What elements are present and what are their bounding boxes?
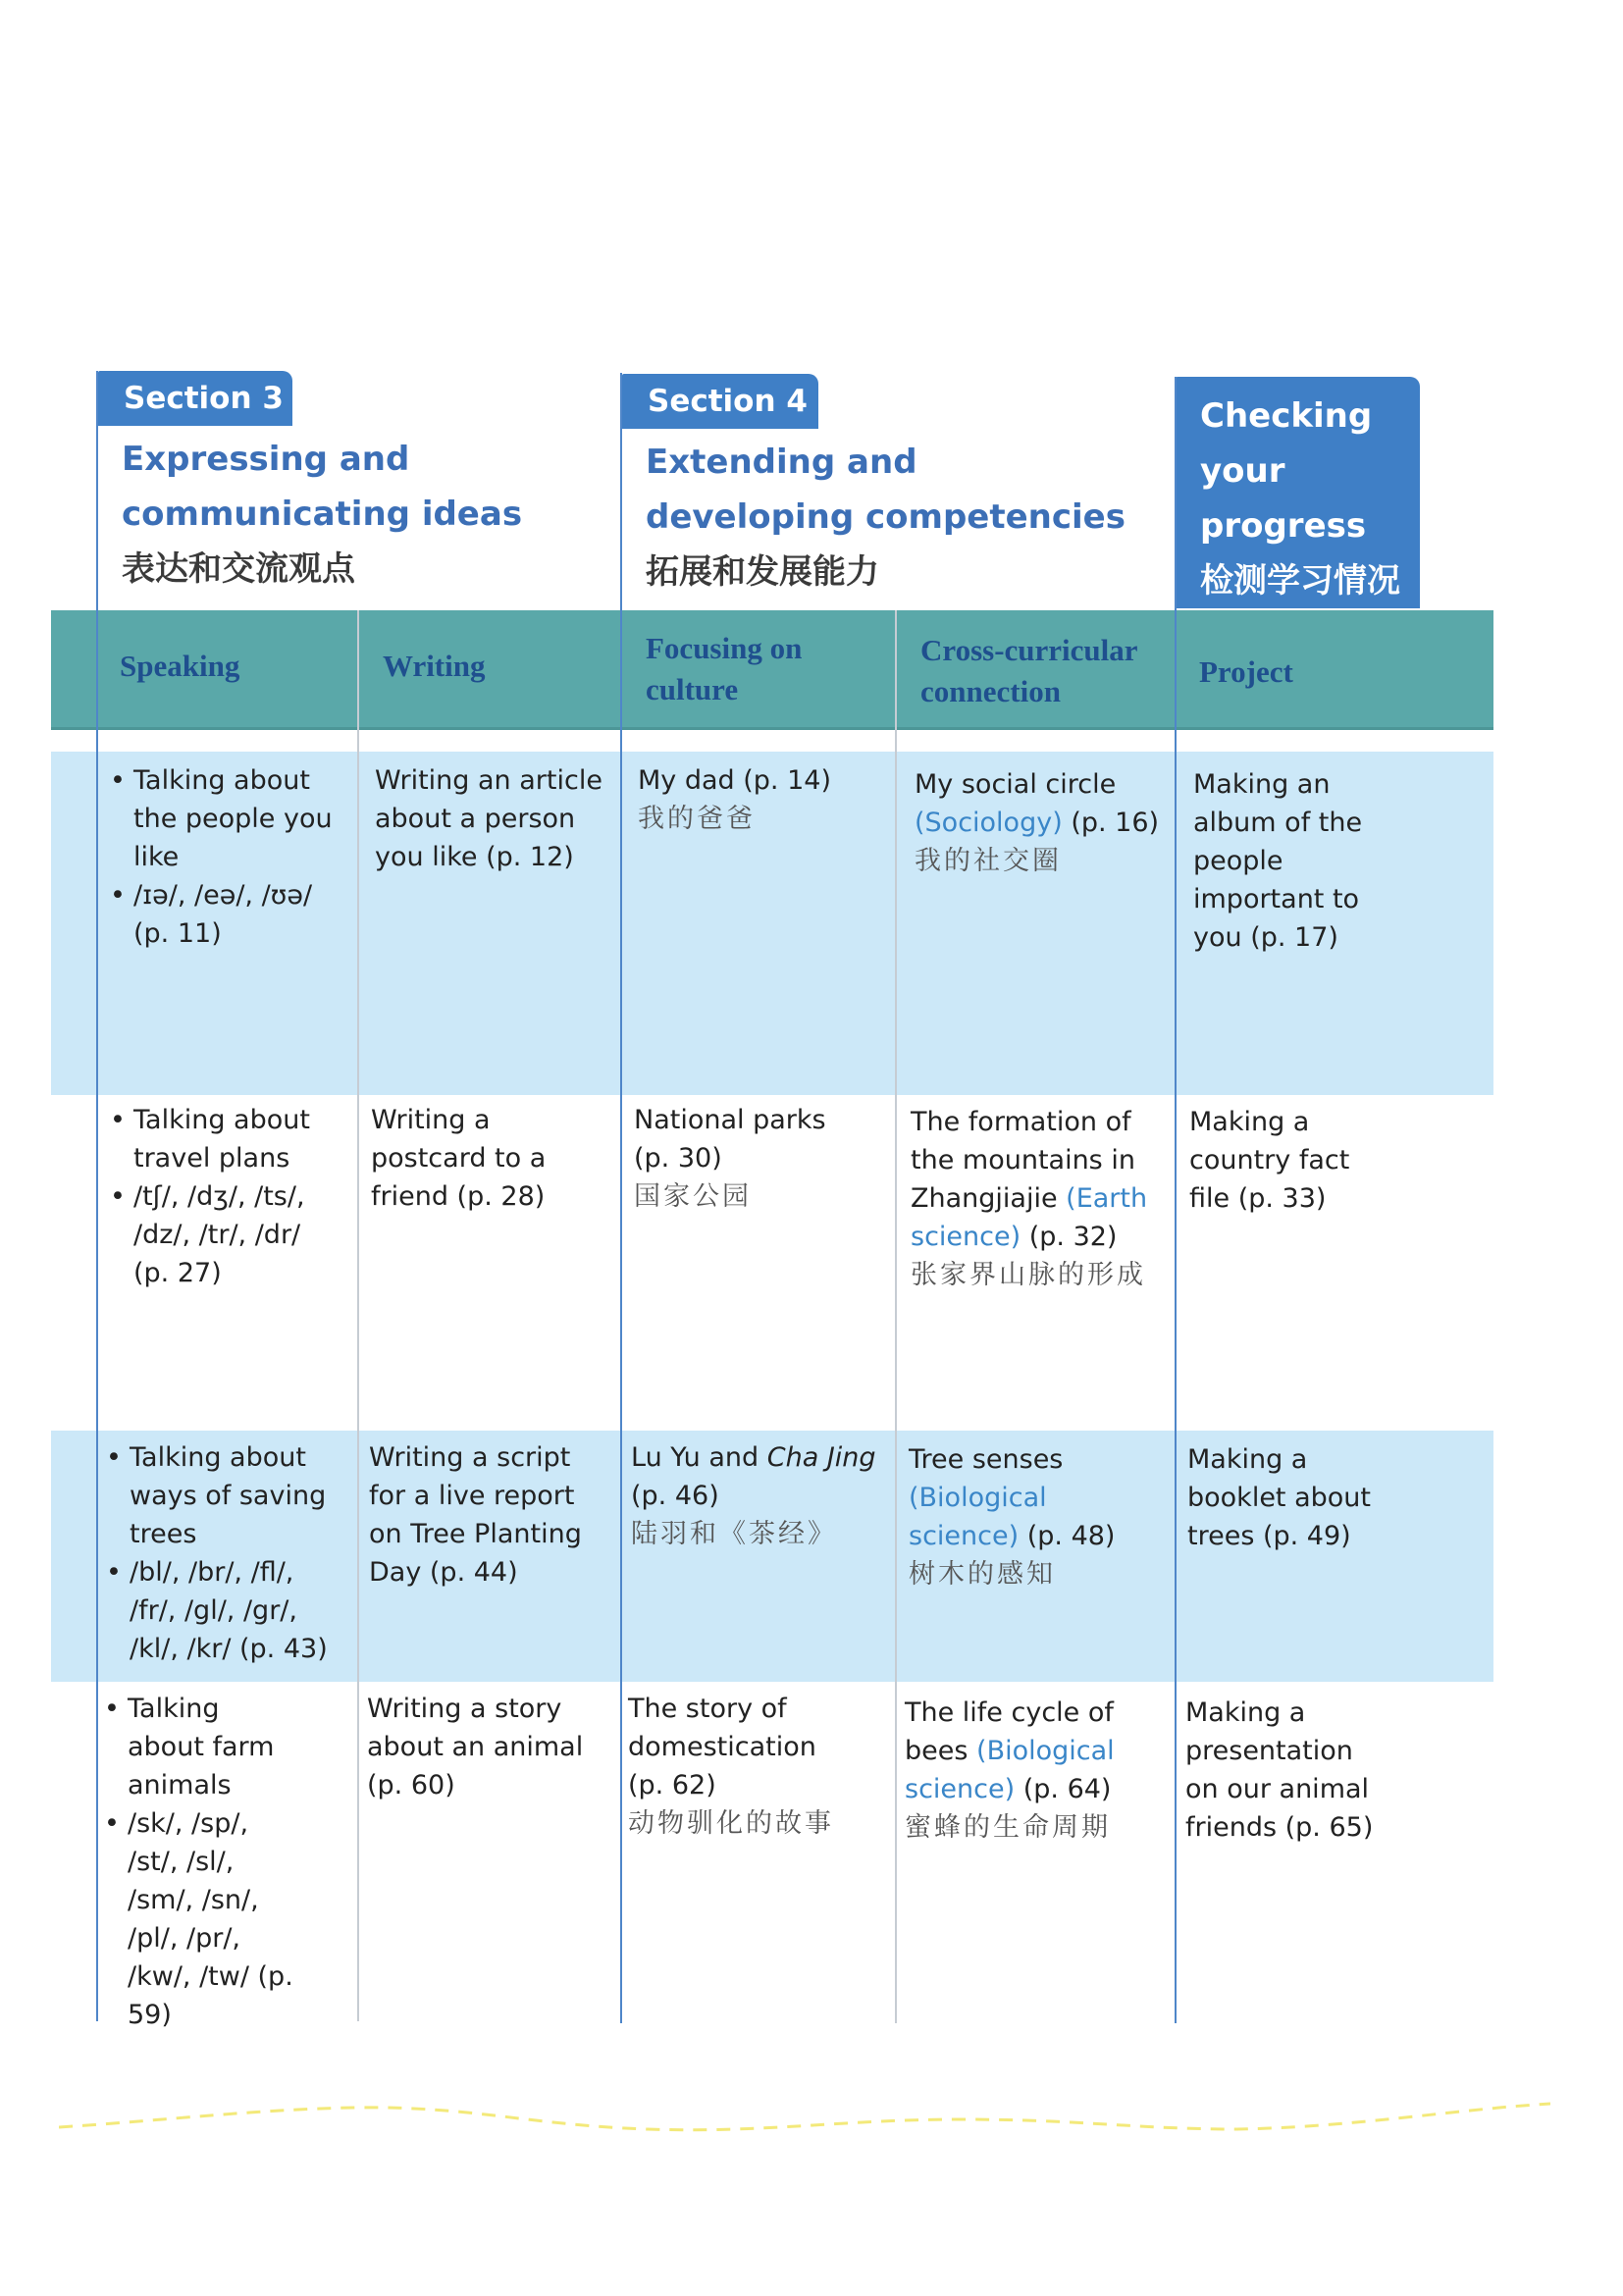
r3-culture-text-post: (p. 46) (631, 1481, 719, 1511)
r3-cross-pre: Tree senses (909, 1444, 1064, 1475)
col-head-cross-line1: Cross-curricular (920, 633, 1138, 667)
r4-speaking (104, 1690, 300, 2034)
r1-culture (638, 761, 889, 838)
section-3-tab (98, 371, 292, 426)
divider-3 (895, 610, 897, 2023)
r3-cross-post: (p. 48) (1026, 1521, 1116, 1551)
r4-culture-cn: 动物驯化的故事 (628, 1808, 834, 1839)
col-head-writing: Writing (383, 649, 486, 683)
r2-cross-cn: 张家界山脉的形成 (911, 1260, 1146, 1290)
r2-project: Making a country fact file (p. 33) (1189, 1107, 1350, 1214)
progress-cn: 检测学习情况 (1200, 561, 1400, 600)
r3-speaking (106, 1438, 338, 1668)
section-4-title (646, 435, 1176, 600)
r1-cross-pre: My social circle (915, 769, 1117, 800)
col-head-project: Project (1199, 654, 1293, 689)
section-3-title (122, 432, 593, 597)
divider-4 (1175, 377, 1177, 2023)
r1-culture-cn: 我的爸爸 (638, 804, 756, 834)
list-item: • /bl/, /br/, /fl/, /fr/, /gl/, /gr/, /kl/, /kr/ (p. 43) (106, 1553, 338, 1668)
list-item: • Talking about ways of saving trees (106, 1438, 338, 1553)
list-item: • /tʃ/, /dʒ/, /ts/, /dz/, /tr/, /dr/ (p. 27) (110, 1177, 330, 1292)
r2-cross-post: (p. 32) (1028, 1222, 1118, 1252)
col-head-focusing-line1: Focusing on (646, 631, 803, 665)
r1-project: Making an album of the people important to you (p. 17) (1193, 769, 1363, 953)
r2-cross (911, 1103, 1152, 1294)
list-item: • Talking about the people you like (110, 761, 353, 876)
col-head-focusing (646, 628, 802, 710)
col-head-speaking: Speaking (120, 649, 240, 683)
r4-culture-text: The story of domestication (p. 62) (628, 1694, 816, 1800)
r4-cross-subject: (Biological science) (905, 1736, 1115, 1804)
r1-cross-cn: 我的社交圈 (915, 846, 1062, 876)
divider-2 (620, 373, 622, 2023)
list-item: • Talking about farm animals (104, 1690, 300, 1804)
r4-cross-cn: 蜜蜂的生命周期 (905, 1812, 1111, 1843)
r2-cross-pre: The formation of the mountains in Zhangjiajie (911, 1107, 1135, 1214)
r2-culture-text: National parks (p. 30) (634, 1105, 826, 1174)
r4-writing: Writing a story about an animal (p. 60) (367, 1694, 584, 1800)
col-head-cross-line2: connection (920, 674, 1061, 708)
col-head-cross (920, 630, 1138, 712)
divider-1 (357, 610, 359, 2021)
section-4-title-line1: Extending and (646, 443, 917, 482)
r3-cross-subject: (Biological science) (909, 1483, 1047, 1551)
r1-cross (915, 765, 1168, 880)
section-3-title-line1: Expressing and (122, 440, 410, 479)
divider-left (96, 371, 98, 2021)
list-item: • /ɪə/, /eə/, /ʊə/ (p. 11) (110, 876, 353, 953)
r3-project: Making a booklet about trees (p. 49) (1187, 1444, 1371, 1551)
r3-culture-cn: 陆羽和《茶经》 (631, 1519, 837, 1549)
col-head-focusing-line2: culture (646, 672, 739, 706)
r4-cross (905, 1694, 1170, 1847)
list-item: • /sk/, /sp/, /st/, /sl/, /sm/, /sn/, /pl/, /pr/, /kw/, /tw/ (p. 59) (104, 1804, 300, 2034)
r1-writing: Writing an article about a person you like (p. 12) (375, 765, 602, 872)
progress-line2: your (1200, 451, 1285, 491)
r1-speaking (110, 761, 353, 953)
decorative-wave-line (59, 2090, 1550, 2149)
section-3-title-cn: 表达和交流观点 (122, 549, 355, 589)
r4-cross-pre: The life cycle of bees (905, 1697, 1114, 1766)
r2-writing: Writing a postcard to a friend (p. 28) (371, 1105, 547, 1212)
progress-line1: Checking (1200, 396, 1373, 436)
r3-culture (631, 1438, 888, 1553)
section-4-tab (622, 374, 818, 429)
r2-speaking (110, 1101, 330, 1292)
progress-line3: progress (1200, 506, 1367, 546)
list-item: • Talking about travel plans (110, 1101, 330, 1177)
r4-cross-post: (p. 64) (1022, 1774, 1112, 1804)
r4-culture (628, 1690, 889, 1843)
checking-progress-box (1175, 377, 1420, 608)
r3-cross-cn: 树木的感知 (909, 1559, 1056, 1590)
r1-cross-subject: (Sociology) (915, 808, 1063, 838)
r3-culture-text-pre: Lu Yu and (631, 1442, 759, 1473)
section-4-title-line2: developing competencies (646, 497, 1126, 537)
section-4-title-cn: 拓展和发展能力 (646, 552, 879, 592)
r1-cross-post: (p. 16) (1071, 808, 1160, 838)
r1-culture-text: My dad (p. 14) (638, 765, 831, 796)
section-3-title-line2: communicating ideas (122, 495, 523, 534)
r3-culture-text-italic: Cha Jing (766, 1442, 876, 1473)
r3-cross (909, 1440, 1144, 1593)
r2-cross-subject: (Earth science) (911, 1183, 1148, 1252)
column-header-underline (51, 727, 1493, 730)
r4-project: Making a presentation on our animal friends (p. 65) (1185, 1697, 1374, 1843)
r2-culture (634, 1101, 830, 1216)
r3-writing: Writing a script for a live report on Tree Planting Day (p. 44) (369, 1442, 582, 1588)
section-3-tab-label: Section 3 (124, 381, 284, 416)
section-4-tab-label: Section 4 (648, 384, 808, 419)
r2-culture-cn: 国家公园 (634, 1181, 752, 1212)
